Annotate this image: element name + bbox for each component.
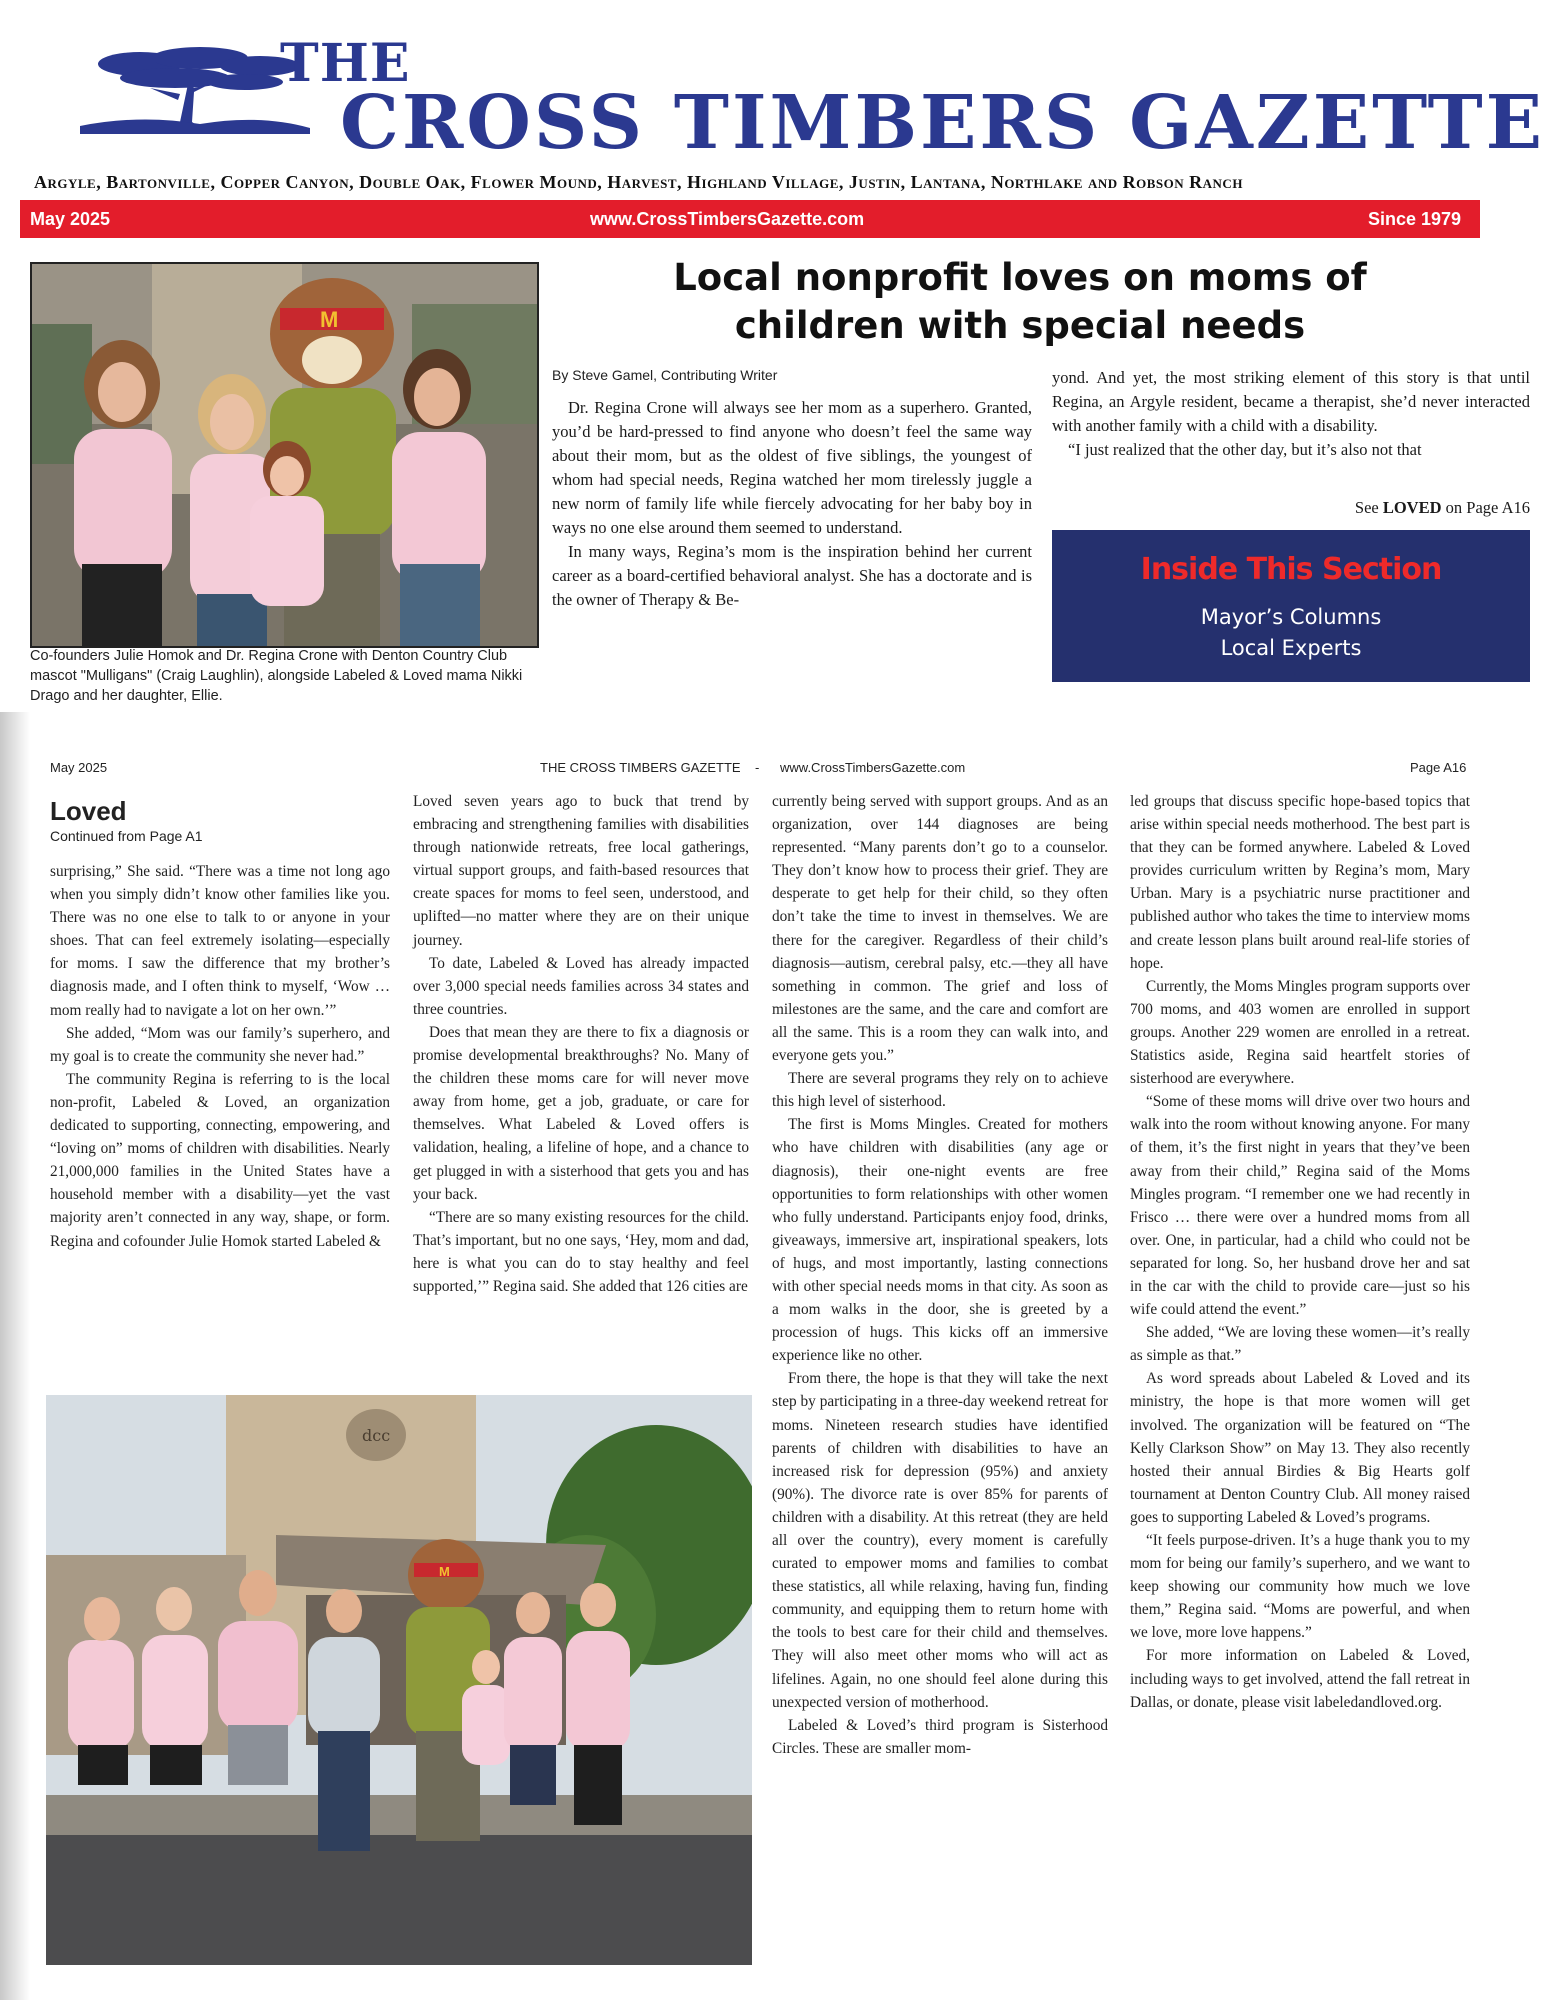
cover-column-b (1052, 366, 1530, 462)
run-paper: THE CROSS TIMBERS GAZETTE (540, 760, 741, 775)
jump-keyword: LOVED (1382, 498, 1442, 517)
article-paragraph: There are several programs they rely on to achieve this high level of sisterhood. (772, 1070, 1108, 1111)
run-url[interactable]: www.CrossTimbersGazette.com (780, 760, 966, 775)
jump-line[interactable] (1052, 498, 1530, 518)
headline-line-2: children with special needs (734, 304, 1306, 347)
article-paragraph: Currently, the Moms Mingles program supports over 700 moms, and 403 women are enrolled in support groups. Another 229 women are enrolled in a retreat. Statistics aside, Regina said heartfelt stories of sisterhood are everywhere. (1130, 977, 1470, 1088)
cover-paragraph: In many ways, Regina’s mom is the inspiration behind her current career as a board-certified behavioral analyst. She has a doctorate and is the owner of Therapy & Be- (552, 542, 1032, 609)
article-paragraph: She added, “Mom was our family’s superhero, and my goal is to create the community she never had.” (50, 1024, 390, 1065)
site-url[interactable]: www.CrossTimbersGazette.com (590, 209, 865, 229)
cover-mascot-letter: M (320, 307, 339, 332)
article-paragraph: Loved seven years ago to buck that trend by embracing and strengthening families with disabilities through nationwide retreats, free local gatherings, virtual support groups, and faith-based resources that create spaces for moms to feel seen, understood, and uplifted—no matter where they are on their unique journey. (413, 793, 749, 949)
article-paragraph: As word spreads about Labeled & Loved and its ministry, the hope is that more women will get involved. The organization will be featured on “The Kelly Clarkson Show” on May 13. They also recently hosted their annual Birdies & Big Hearts golf tournament at Denton Country Club. All money raised goes to supporting Labeled & Loved’s programs. (1130, 1370, 1470, 1526)
group-photo (46, 1395, 752, 1965)
masthead-towns: Argyle, Bartonville, Copper Canyon, Double Oak, Flower Mound, Harvest, Highland Village, Justin, Lantana, Northlake and Robson Ranch (34, 172, 1243, 192)
jump-prefix: See (1354, 498, 1383, 517)
inside-list (1052, 602, 1530, 664)
article-column-1 (50, 860, 390, 1253)
date-bar (20, 200, 1480, 238)
headline-line-1: Local nonprofit loves on moms of (673, 256, 1367, 299)
cover-column-a (552, 396, 1032, 612)
cover-paragraph: Dr. Regina Crone will always see her mom as a superhero. Granted, you’d be hard-pressed to find anyone who doesn’t feel the same way about their mom, but as the oldest of five siblings, the youngest of whom had special needs, Regina watched her mom tirelessly juggle a new norm of family life while fiercely advocating for her baby boy in ways no one else around them seemed to understand. (552, 398, 1032, 537)
front-page (0, 0, 1545, 720)
since-year: Since 1979 (1368, 209, 1462, 229)
tree-logo-icon (80, 44, 310, 134)
group-photo-art (46, 1395, 752, 1965)
run-date: May 2025 (50, 760, 108, 775)
article-paragraph: “Some of these moms will drive over two hours and walk into the room without knowing anyone. For many of them, it’s the first night in years that they’ve been away from their child,” Regina said of the Moms Mingles program. “I remember one we had recently in Frisco … there were over a hundred moms from all over. One, in particular, had a child who could not be separated for long. So, her husband drove her and sat in the car with the child to provide care—just so his wife could attend the event.” (1130, 1093, 1470, 1319)
article-paragraph: currently being served with support groups. And as an organization, over 144 diagnoses are being represented. “Many parents don’t go to a counselor. They don’t know how to process their grief. They are desperate to get help for their child, so they often don’t take the time to invest in themselves. We are there for the caregiver. Regardless of their child’s diagnosis—autism, cerebral palsy, etc.—they all have something in common. The grief and loss of milestones are the same, and the care and comfort are all the same. This is a room they can walk into, and everyone gets you.” (772, 793, 1108, 1065)
article-paragraph: “There are so many existing resources for the child. That’s important, but no one says, ‘Hey, mom and dad, here is what you can do to stay healthy and feel supported,’” Regina said. She added that 126 cities are (413, 1208, 749, 1295)
article-column-4 (1130, 790, 1470, 1714)
page-shadow (0, 712, 30, 2000)
article-paragraph: “It feels purpose-driven. It’s a huge thank you to my mom for being our family’s superhero, and we want to keep showing our community how much we love them,” Regina said. “Moms are powerful, and when we love, more love happens.” (1130, 1532, 1470, 1642)
masthead-the: THE (280, 33, 411, 94)
masthead-title: CROSS TIMBERS GAZETTE (340, 80, 1545, 166)
article-paragraph: She added, “We are loving these women—it’s really as simple as that.” (1130, 1324, 1470, 1365)
cover-photo (30, 262, 539, 648)
jump-suffix: on Page A16 (1441, 498, 1530, 517)
cover-photo-caption: Co-founders Julie Homok and Dr. Regina Crone with Denton Country Club mascot "Mulligans" (Craig Laughlin), alongside Labeled & Loved mama Nikki Drago and her daughter, Ellie. (30, 648, 523, 704)
article-column-2 (413, 790, 749, 1298)
cover-paragraph: “I just realized that the other day, but it’s also not that (1068, 440, 1422, 459)
article-paragraph: Does that mean they are there to fix a diagnosis or promise developmental breakthroughs? No. Many of the children these moms care for will never move away from home, get a job, graduate, or care for themselves. What Labeled & Loved offers is validation, healing, a lifeline of hope, and a chance to get plugged in with a sisterhood that gets you and has your back. (413, 1023, 749, 1203)
inside-title: Inside This Section (1140, 552, 1442, 587)
run-separator: - (755, 760, 760, 775)
cover-photo-art (32, 264, 537, 646)
continued-from: Continued from Page A1 (50, 828, 203, 844)
article-paragraph: Labeled & Loved’s third program is Sisterhood Circles. These are smaller mom- (772, 1716, 1108, 1757)
inside-this-section-box (1052, 530, 1530, 682)
byline: By Steve Gamel, Contributing Writer (552, 367, 778, 383)
article-paragraph: surprising,” She said. “There was a time not long ago when you simply didn’t know other families like you. There was no one else to talk to or anyone in your shoes. That can feel extremely isolating—especially for moms. I saw the difference that my brother’s diagnosis made, and I often think to myself, ‘Wow … mom really had to navigate a lot on her own.’” (50, 863, 390, 1019)
article-paragraph: The first is Moms Mingles. Created for mothers who have children with disabilities (any age or diagnosis), their one-night events are free opportunities to form relationships with other women who fully understand. Participants enjoy food, drinks, giveaways, immersive art, inspirational speakers, lots of hugs, and most importantly, lasting connections with other special needs moms in that city. As soon as a mom walks in the door, she is greeted by a procession of hugs. This kicks off an immersive experience like no other. (772, 1116, 1108, 1365)
issue-date: May 2025 (30, 209, 111, 229)
run-page: Page A16 (1410, 760, 1467, 775)
group-mascot-letter: M (439, 1564, 450, 1579)
article-paragraph: To date, Labeled & Loved has already impacted over 3,000 special needs families across 34 states and three countries. (413, 954, 749, 1018)
continuation-heading: Loved (50, 796, 127, 826)
building-sign: dcc (362, 1426, 391, 1445)
inside-item[interactable]: Local Experts (1220, 636, 1362, 660)
article-paragraph: led groups that discuss specific hope-based topics that arise within special needs motherhood. The best part is that they can be formed anywhere. Labeled & Loved provides curriculum written by Regina’s mom, Mary Urban. Mary is a psychiatric nurse practitioner and published author who takes the time to interview moms and create lesson plans built around real-life stories of hope. (1130, 793, 1470, 972)
article-paragraph: For more information on Labeled & Loved, including ways to get involved, attend the fall retreat in Dallas, or donate, please visit labeledandloved.org. (1130, 1647, 1470, 1711)
article-paragraph: The community Regina is referring to is the local non-profit, Labeled & Loved, an organization dedicated to supporting, connecting, empowering, and “loving on” moms of children with disabilities. Nearly 21,000,000 families in the United States have a household member with a disability—yet the vast majority aren’t connected in any way, shape, or form. Regina and cofounder Julie Homok started Labeled & (50, 1070, 390, 1250)
inside-item[interactable]: Mayor’s Columns (1200, 605, 1382, 629)
article-paragraph: From there, the hope is that they will take the next step by participating in a three-day weekend retreat for moms. Nineteen research studies have identified parents of children with disabilities to have an increased risk for depression (95%) and anxiety (90%). The divorce rate is over 85% for parents of children with a disability. At this retreat (they are held all over the country), every moment is carefully curated to empower moms and families to combat these statistics, all while relaxing, having fun, finding community, and equipping them to return home with the tools to best care for their child and themselves. They will also meet other moms who will act as lifelines. Again, no one should feel alone during this unexpected version of motherhood. (772, 1370, 1108, 1711)
article-column-3 (772, 790, 1108, 1760)
cover-paragraph: yond. And yet, the most striking element of this story is that until Regina, an Argyle resident, became a therapist, she’d never interacted with another family with a child with a disability. (1052, 368, 1530, 435)
cover-headline (560, 254, 1480, 350)
